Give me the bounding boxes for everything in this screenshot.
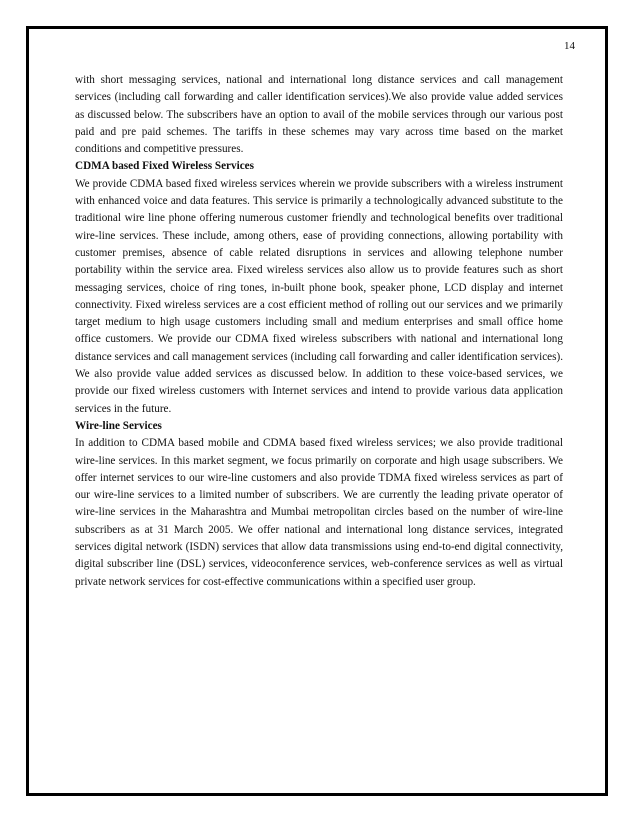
document-body [75, 72, 563, 591]
page-number: 14 [564, 40, 575, 52]
intro-paragraph: with short messaging services, national and international long distance services and call management services (including call forwarding and caller identification services).We also provide value added services as discussed below. The subscribers have an option to avail of the mobile services through our various post paid and pre paid schemes. The tariffs in these schemes may vary across time based on the market conditions and competitive pressures. [75, 74, 563, 156]
section-heading-wire-line: Wire-line Services [75, 419, 162, 432]
section-body-wire-line: In addition to CDMA based mobile and CDMA based fixed wireless services; we also provide traditional wire-line services. In this market segment, we focus primarily on corporate and high usage subscribers. We offer internet services to our wire-line customers and also provide TDMA fixed wireless services as part of our wire-line services to a limited number of subscribers. We are currently the leading private operator of wire-line services in the Maharashtra and Mumbai metropolitan circles based on the number of wire-line subscribers as at 31 March 2005. We offer national and international long distance services, integrated services digital network (ISDN) services that allow data transmissions using end-to-end digital connectivity, digital subscriber line (DSL) services, videoconference services, web-conference services as well as virtual private network services for cost-effective communications within a specified user group. [75, 437, 563, 588]
section-heading-cdma-fixed-wireless: CDMA based Fixed Wireless Services [75, 160, 254, 173]
section-body-cdma-fixed-wireless: We provide CDMA based fixed wireless services wherein we provide subscribers with a wireless instrument with enhanced voice and data features. This service is primarily a technologically advanced substitute to the traditional wire line phone offering numerous customer friendly and technological benefits over traditional wire-line services. These include, among others, ease of providing connections, allowing portability with customer premises, absence of cable related disruptions in services and allowing telephone number portability within the service area. Fixed wireless services also allow us to provide features such as short messaging services, choice of ring tones, in-built phone book, speaker phone, LCD display and internet connectivity. Fixed wireless services are a cost efficient method of rolling out our services and we primarily target medium to high usage customers including small and medium enterprises and small office home office customers. We provide our CDMA fixed wireless subscribers with national and international long distance services and call management services (including call forwarding and caller identification services). We also provide value added services as discussed below. In addition to these voice-based services, we provide our fixed wireless customers with Internet services and intend to provide various data application services in the future. [75, 177, 563, 415]
